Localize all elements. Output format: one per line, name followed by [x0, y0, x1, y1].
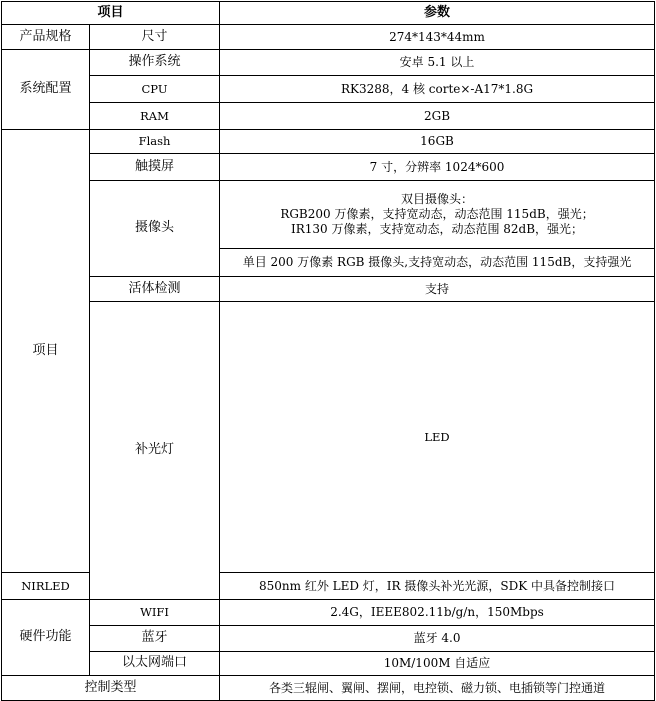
- category-control: 控制类型: [2, 676, 220, 701]
- label-size: 尺寸: [90, 25, 220, 50]
- table-row: [2, 103, 655, 130]
- label-wifi: WIFI: [90, 600, 220, 626]
- table-row: [2, 626, 655, 652]
- camera-dual-line: RGB200 万像素，支持宽动态，动态范围 115dB，强光；: [280, 207, 594, 221]
- spec-table: [1, 1, 655, 701]
- label-ethernet: 以太网端口: [90, 652, 220, 676]
- table-row: [2, 154, 655, 181]
- table-row: [2, 652, 655, 676]
- value-ethernet: 10M/100M 自适应: [220, 652, 655, 676]
- value-touchscreen: 7 寸，分辨率 1024*600: [220, 154, 655, 181]
- value-cpu: RK3288，4 核 corte×-A17*1.8G: [220, 76, 655, 103]
- camera-dual-line: IR130 万像素，支持宽动态，动态范围 82dB，强光；: [290, 222, 584, 236]
- value-ram: 2GB: [220, 103, 655, 130]
- value-bluetooth: 蓝牙 4.0: [220, 626, 655, 652]
- value-size: 274*143*44mm: [220, 25, 655, 50]
- category-system: 系统配置: [2, 50, 90, 130]
- label-touchscreen: 触摸屏: [90, 154, 220, 181]
- value-liveness: 支持: [220, 277, 655, 302]
- table-row: [2, 50, 655, 76]
- table-row: [2, 181, 655, 249]
- value-control: 各类三辊闸、翼闸、摆闸，电控锁、磁力锁、电插锁等门控通道: [220, 676, 655, 701]
- value-flash: 16GB: [220, 130, 655, 154]
- label-led: LED: [220, 302, 655, 573]
- label-liveness: 活体检测: [90, 277, 220, 302]
- category-product-spec: 产品规格: [2, 25, 90, 50]
- category-hardware: 硬件功能: [2, 600, 90, 676]
- label-flash: Flash: [90, 130, 220, 154]
- value-camera-single: 单目 200 万像素 RGB 摄像头,支持宽动态，动态范围 115dB，支持强光: [220, 249, 655, 277]
- table-row: [2, 302, 655, 573]
- header-params: 参数: [220, 2, 655, 25]
- header-row: [2, 2, 655, 25]
- label-bluetooth: 蓝牙: [90, 626, 220, 652]
- table-row: [2, 277, 655, 302]
- value-wifi: 2.4G，IEEE802.11b/g/n，150Mbps: [220, 600, 655, 626]
- label-nirled: NIRLED: [2, 573, 90, 600]
- value-os: 安卓 5.1 以上: [220, 50, 655, 76]
- table-row: [2, 25, 655, 50]
- category-fill-light: 补光灯: [90, 302, 220, 600]
- value-camera-dual: [220, 181, 655, 249]
- header-item: 项目: [2, 2, 220, 25]
- label-ram: RAM: [90, 103, 220, 130]
- table-row: [2, 676, 655, 701]
- table-row: [2, 600, 655, 626]
- table-row: [2, 76, 655, 103]
- camera-dual-line: 双目摄像头：: [401, 192, 474, 206]
- label-camera: 摄像头: [90, 181, 220, 277]
- value-nirled: 850nm 红外 LED 灯，IR 摄像头补光光源，SDK 中具备控制接口: [220, 573, 655, 600]
- label-cpu: CPU: [90, 76, 220, 103]
- category-item: 项目: [2, 130, 90, 573]
- table-row: [2, 130, 655, 154]
- label-os: 操作系统: [90, 50, 220, 76]
